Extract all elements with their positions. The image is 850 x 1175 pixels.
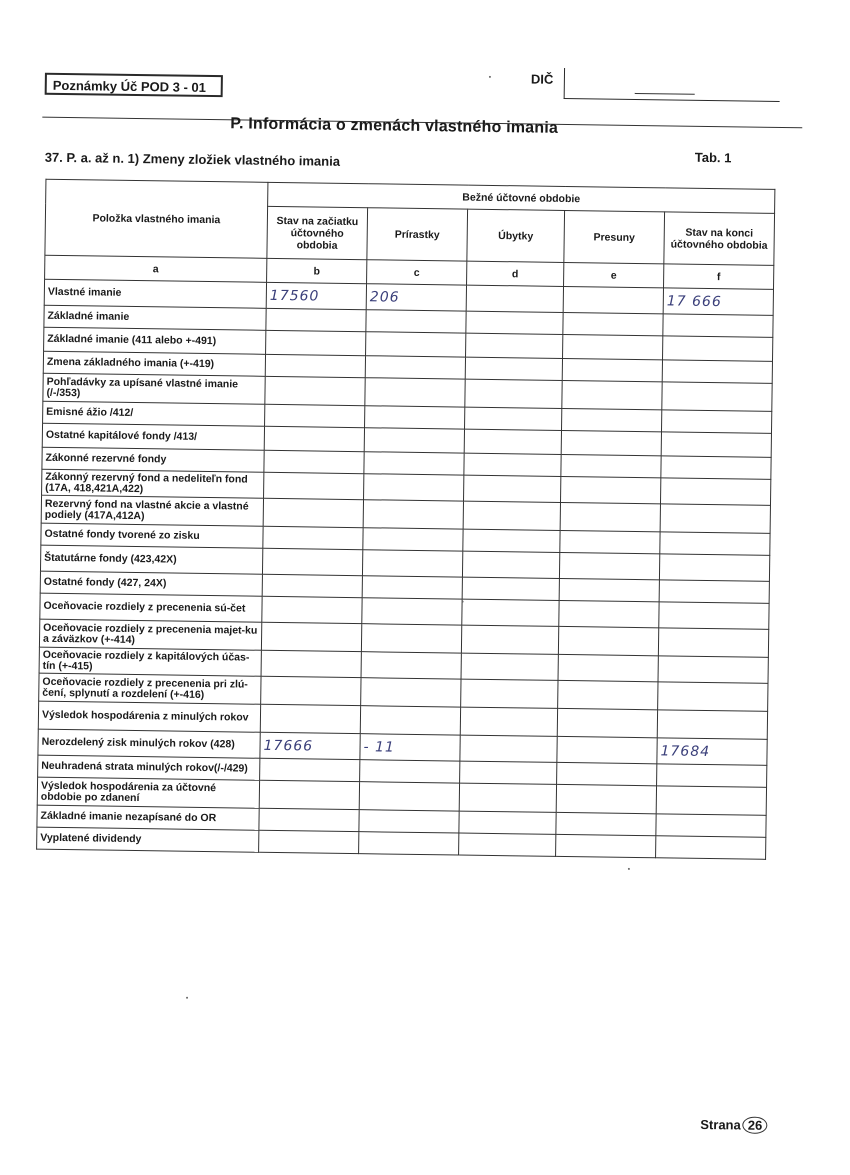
column-letter: b bbox=[267, 258, 367, 283]
row-label: Ostatné kapitálové fondy /413/ bbox=[42, 423, 264, 450]
row-label: Oceňovacie rozdiely z precenenia sú-čet bbox=[40, 593, 262, 622]
row-label: Štatutárne fondy (423,42X) bbox=[40, 545, 262, 574]
row-label: Základné imanie nezapísané do OR bbox=[37, 805, 259, 830]
row-label: Zákonný rezervný fond a nedeliteľn fond (17A, 418,421A,422) bbox=[42, 469, 264, 498]
value-cell bbox=[263, 526, 363, 549]
value-cell bbox=[563, 312, 663, 335]
value-cell bbox=[663, 314, 773, 338]
value-cell bbox=[660, 532, 770, 556]
value-cell bbox=[556, 784, 656, 813]
value-cell bbox=[260, 732, 360, 759]
row-label: Oceňovacie rozdiely z kapitálových účas-tín (+-415) bbox=[39, 647, 261, 676]
value-cell bbox=[461, 625, 558, 654]
value-cell bbox=[361, 678, 461, 707]
value-cell bbox=[464, 475, 561, 502]
value-cell bbox=[661, 410, 771, 434]
value-cell bbox=[463, 501, 560, 530]
value-cell bbox=[560, 476, 660, 503]
value-cell bbox=[559, 552, 659, 579]
value-cell bbox=[263, 498, 363, 527]
value-cell bbox=[465, 407, 562, 430]
handwritten-value: 206 bbox=[369, 288, 400, 306]
value-cell bbox=[462, 551, 559, 578]
value-cell bbox=[558, 680, 658, 709]
value-cell bbox=[261, 650, 361, 677]
column-header: Stav na začiatku účtovného obdobia bbox=[267, 206, 368, 259]
value-cell bbox=[265, 376, 365, 405]
value-cell bbox=[557, 762, 657, 785]
item-column-header: Položka vlastného imania bbox=[45, 179, 268, 258]
value-cell bbox=[266, 282, 366, 309]
value-cell bbox=[363, 500, 463, 529]
value-cell bbox=[364, 474, 464, 501]
value-cell bbox=[361, 652, 461, 679]
value-cell bbox=[360, 734, 460, 761]
value-cell bbox=[662, 360, 772, 384]
value-cell bbox=[658, 682, 768, 712]
row-label: Výsledok hospodárenia za účtovné obdobie po zdanení bbox=[37, 777, 259, 808]
value-cell bbox=[459, 783, 556, 812]
value-cell bbox=[465, 379, 562, 408]
value-cell bbox=[657, 764, 767, 788]
value-cell bbox=[662, 382, 772, 412]
scan-speck bbox=[462, 601, 464, 603]
value-cell bbox=[365, 406, 465, 429]
value-cell bbox=[365, 356, 465, 379]
column-header: Prírastky bbox=[367, 208, 468, 261]
row-label: Rezervný fond na vlastné akcie a vlastné podiely (417A,412A) bbox=[41, 495, 263, 526]
scan-speck bbox=[489, 76, 491, 78]
value-cell bbox=[461, 653, 558, 680]
handwritten-value: 17684 bbox=[660, 742, 711, 760]
column-header: Stav na konci účtovného obdobia bbox=[664, 212, 775, 266]
page-label: Strana bbox=[700, 1116, 741, 1133]
value-cell bbox=[659, 580, 769, 604]
value-cell bbox=[661, 456, 771, 480]
value-cell bbox=[264, 450, 364, 473]
value-cell bbox=[265, 354, 365, 377]
value-cell bbox=[561, 454, 661, 477]
row-label: Výsledok hospodárenia z minulých rokov bbox=[38, 701, 260, 732]
form-label: Poznámky Úč POD 3 - 01 bbox=[45, 73, 223, 97]
value-cell bbox=[562, 380, 662, 409]
column-letter: e bbox=[564, 262, 664, 287]
column-letter: d bbox=[467, 261, 564, 286]
row-label: Zmena základného imania (+-419) bbox=[43, 351, 265, 376]
row-label: Neuhradená strata minulých rokov(/-/429) bbox=[38, 755, 260, 780]
value-cell bbox=[362, 576, 462, 599]
value-cell bbox=[559, 578, 659, 601]
value-cell bbox=[464, 453, 561, 476]
value-cell bbox=[562, 358, 662, 381]
scan-speck bbox=[186, 997, 188, 999]
value-cell bbox=[563, 334, 663, 359]
handwritten-value: 17560 bbox=[269, 287, 320, 305]
value-cell bbox=[261, 676, 361, 705]
value-cell bbox=[360, 760, 460, 783]
scan-speck bbox=[628, 868, 630, 870]
column-letter: f bbox=[664, 264, 774, 290]
page-footer bbox=[700, 1116, 767, 1134]
value-cell bbox=[466, 285, 563, 312]
value-cell bbox=[461, 679, 558, 708]
value-cell bbox=[559, 600, 659, 627]
value-cell bbox=[656, 836, 766, 860]
value-cell bbox=[366, 332, 466, 357]
value-cell bbox=[463, 529, 560, 552]
dic-label: DIČ bbox=[530, 71, 554, 87]
row-label: Ostatné fondy tvorené zo zisku bbox=[41, 523, 263, 548]
value-cell bbox=[259, 830, 359, 853]
value-cell bbox=[264, 472, 364, 499]
value-cell bbox=[663, 288, 773, 316]
value-cell bbox=[660, 504, 770, 534]
value-cell bbox=[460, 735, 557, 762]
value-cell bbox=[562, 408, 662, 431]
value-cell bbox=[362, 550, 462, 577]
handwritten-value: 17666 bbox=[263, 737, 314, 755]
value-cell bbox=[260, 704, 360, 733]
value-cell bbox=[460, 761, 557, 784]
value-cell bbox=[261, 622, 361, 651]
value-cell bbox=[459, 811, 556, 834]
value-cell bbox=[558, 654, 658, 681]
section-title: P. Informácia o zmenách vlastného imania bbox=[230, 115, 559, 137]
value-cell bbox=[557, 708, 657, 737]
value-cell bbox=[266, 330, 366, 355]
value-cell bbox=[657, 738, 767, 766]
value-cell bbox=[363, 528, 463, 551]
value-cell bbox=[659, 554, 769, 582]
value-cell bbox=[561, 430, 661, 455]
value-cell bbox=[558, 626, 658, 655]
value-cell bbox=[360, 706, 460, 735]
value-cell bbox=[659, 602, 769, 630]
table-subtitle: 37. P. a. až n. 1) Zmeny zložiek vlastného imania bbox=[44, 149, 341, 169]
value-cell bbox=[262, 574, 362, 597]
value-cell bbox=[364, 452, 464, 475]
value-cell bbox=[462, 599, 559, 626]
value-cell bbox=[556, 834, 656, 857]
value-cell bbox=[466, 311, 563, 334]
table-reference: Tab. 1 bbox=[694, 149, 732, 166]
value-cell bbox=[556, 812, 656, 835]
row-label: Ostatné fondy (427, 24X) bbox=[40, 571, 262, 596]
value-cell bbox=[656, 814, 766, 838]
value-cell bbox=[266, 308, 366, 331]
value-cell bbox=[259, 780, 359, 809]
value-cell bbox=[466, 333, 563, 358]
value-cell bbox=[364, 428, 464, 453]
value-cell bbox=[366, 310, 466, 333]
value-cell bbox=[262, 548, 362, 575]
handwritten-value: - 11 bbox=[363, 738, 396, 756]
value-cell bbox=[658, 656, 768, 684]
value-cell bbox=[260, 758, 360, 781]
value-cell bbox=[660, 478, 770, 506]
value-cell bbox=[265, 404, 365, 427]
value-cell bbox=[361, 624, 461, 653]
period-group-header: Bežné účtovné obdobie bbox=[268, 182, 775, 213]
value-cell bbox=[464, 429, 561, 454]
value-cell bbox=[365, 378, 465, 407]
value-cell bbox=[658, 628, 768, 658]
row-label: Emisné ážio /412/ bbox=[43, 401, 265, 426]
value-cell bbox=[359, 782, 459, 811]
value-cell bbox=[661, 432, 771, 458]
value-cell bbox=[560, 502, 660, 531]
value-cell bbox=[462, 577, 559, 600]
equity-changes-table bbox=[36, 179, 775, 860]
page-number: 26 bbox=[743, 1117, 768, 1134]
value-cell bbox=[657, 710, 767, 740]
value-cell bbox=[359, 810, 459, 833]
value-cell bbox=[362, 598, 462, 625]
row-label: Základné imanie (411 alebo +-491) bbox=[44, 327, 266, 354]
value-cell bbox=[560, 530, 660, 553]
column-letter: c bbox=[367, 260, 467, 285]
row-label: Zákonné rezervné fondy bbox=[42, 447, 264, 472]
value-cell bbox=[563, 286, 663, 313]
dic-field bbox=[564, 68, 780, 102]
row-label: Vyplatené dividendy bbox=[37, 827, 259, 852]
row-label: Nerozdelený zisk minulých rokov (428) bbox=[38, 729, 260, 758]
value-cell bbox=[366, 284, 466, 311]
value-cell bbox=[259, 808, 359, 831]
row-label: Základné imanie bbox=[44, 305, 266, 330]
value-cell bbox=[359, 832, 459, 855]
column-letter: a bbox=[45, 255, 267, 282]
value-cell bbox=[459, 833, 556, 856]
row-label: Oceňovacie rozdiely z precenenia majet-ku a záväzkov (+-414) bbox=[39, 619, 261, 650]
value-cell bbox=[460, 707, 557, 736]
value-cell bbox=[656, 786, 766, 816]
column-header: Presuny bbox=[564, 210, 665, 263]
value-cell bbox=[465, 357, 562, 380]
handwritten-value: 17 666 bbox=[666, 292, 722, 310]
row-label: Pohľadávky za upísané vlastné imanie (/-/353) bbox=[43, 373, 265, 404]
value-cell bbox=[662, 336, 772, 362]
value-cell bbox=[264, 426, 364, 451]
value-cell bbox=[262, 596, 362, 623]
value-cell bbox=[557, 736, 657, 763]
column-header: Úbytky bbox=[467, 209, 565, 262]
row-label: Vlastné imanie bbox=[44, 279, 266, 308]
row-label: Oceňovacie rozdiely z precenenia pri zlú-čení, splynutí a rozdelení (+-416) bbox=[39, 673, 261, 704]
